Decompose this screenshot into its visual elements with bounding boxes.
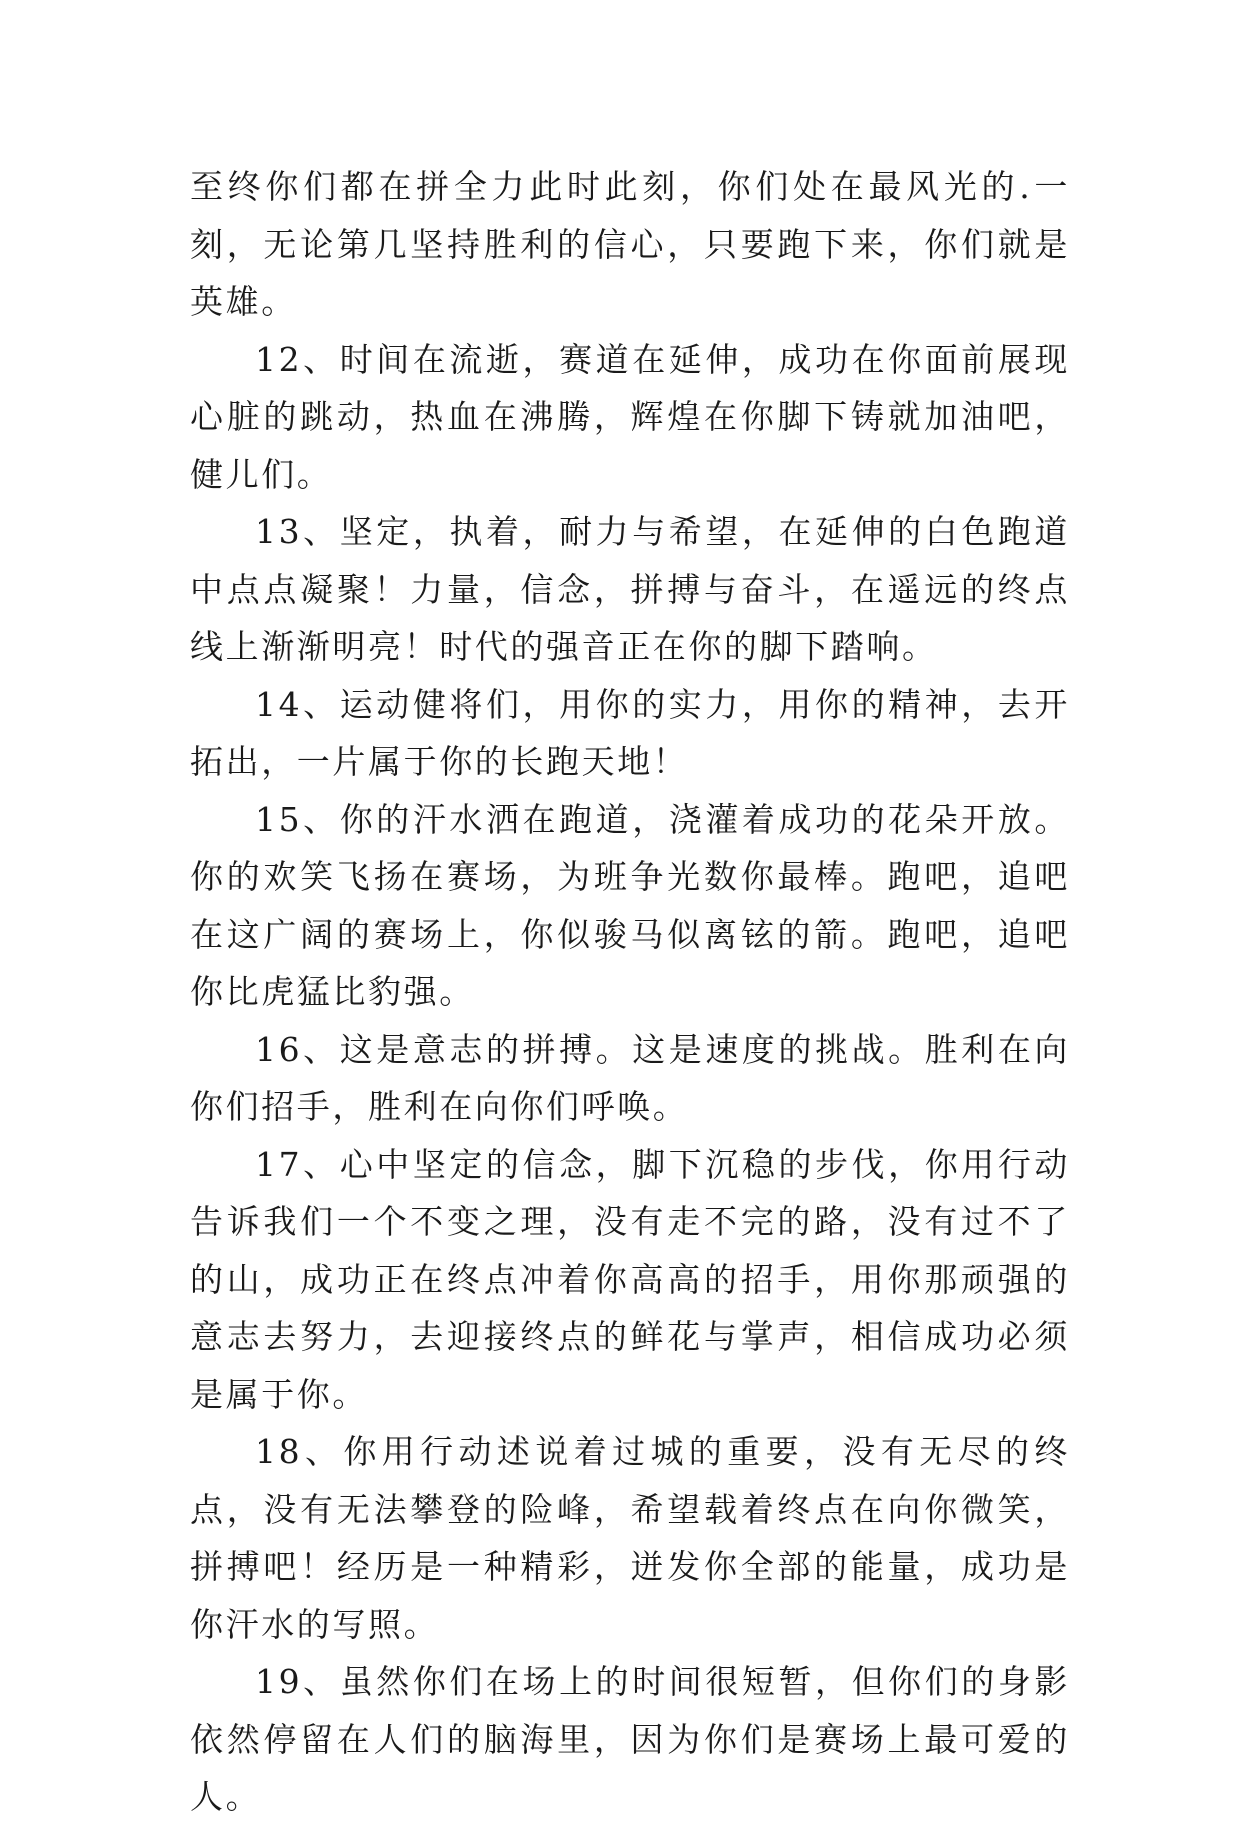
paragraph-item-13: 13、坚定，执着，耐力与希望，在延伸的白色跑道中点点凝聚！力量，信念，拼搏与奋斗，在遥远的终点线上渐渐明亮！时代的强音正在你的脚下踏响。 — [190, 512, 1070, 666]
document-body — [190, 158, 1070, 1826]
paragraph-item-12: 12、时间在流逝，赛道在延伸，成功在你面前展现心脏的跳动，热血在沸腾，辉煌在你脚下铸就加油吧，健儿们。 — [190, 339, 1070, 494]
paragraph-continuation: 至终你们都在拼全力此时此刻，你们处在最风光的.一刻，无论第几坚持胜利的信心，只要跑下来，你们就是英雄。 — [190, 167, 1070, 321]
paragraph-item-14: 14、运动健将们，用你的实力，用你的精神，去开拓出，一片属于你的长跑天地！ — [190, 684, 1070, 781]
paragraph-item-18: 18、你用行动述说着过城的重要，没有无尽的终点，没有无法攀登的险峰，希望载着终点在向你微笑，拼搏吧！经历是一种精彩，迸发你全部的能量，成功是你汗水的写照。 — [190, 1432, 1070, 1644]
paragraph-item-17: 17、心中坚定的信念，脚下沉稳的步伐，你用行动告诉我们一个不变之理，没有走不完的路，没有过不了的山，成功正在终点冲着你高高的招手，用你那顽强的意志去努力，去迎接终点的鲜花与掌声，相信成功必须是属于你。 — [190, 1144, 1070, 1414]
paragraph-item-15: 15、你的汗水洒在跑道，浇灌着成功的花朵开放。你的欢笑飞扬在赛场，为班争光数你最棒。跑吧，追吧在这广阔的赛场上，你似骏马似离铉的箭。跑吧，追吧你比虎猛比豹强。 — [190, 799, 1070, 1011]
paragraph-item-16: 16、这是意志的拼搏。这是速度的挑战。胜利在向你们招手，胜利在向你们呼唤。 — [190, 1029, 1070, 1126]
paragraph-item-19: 19、虽然你们在场上的时间很短暂，但你们的身影依然停留在人们的脑海里，因为你们是赛场上最可爱的人。 — [190, 1662, 1070, 1816]
